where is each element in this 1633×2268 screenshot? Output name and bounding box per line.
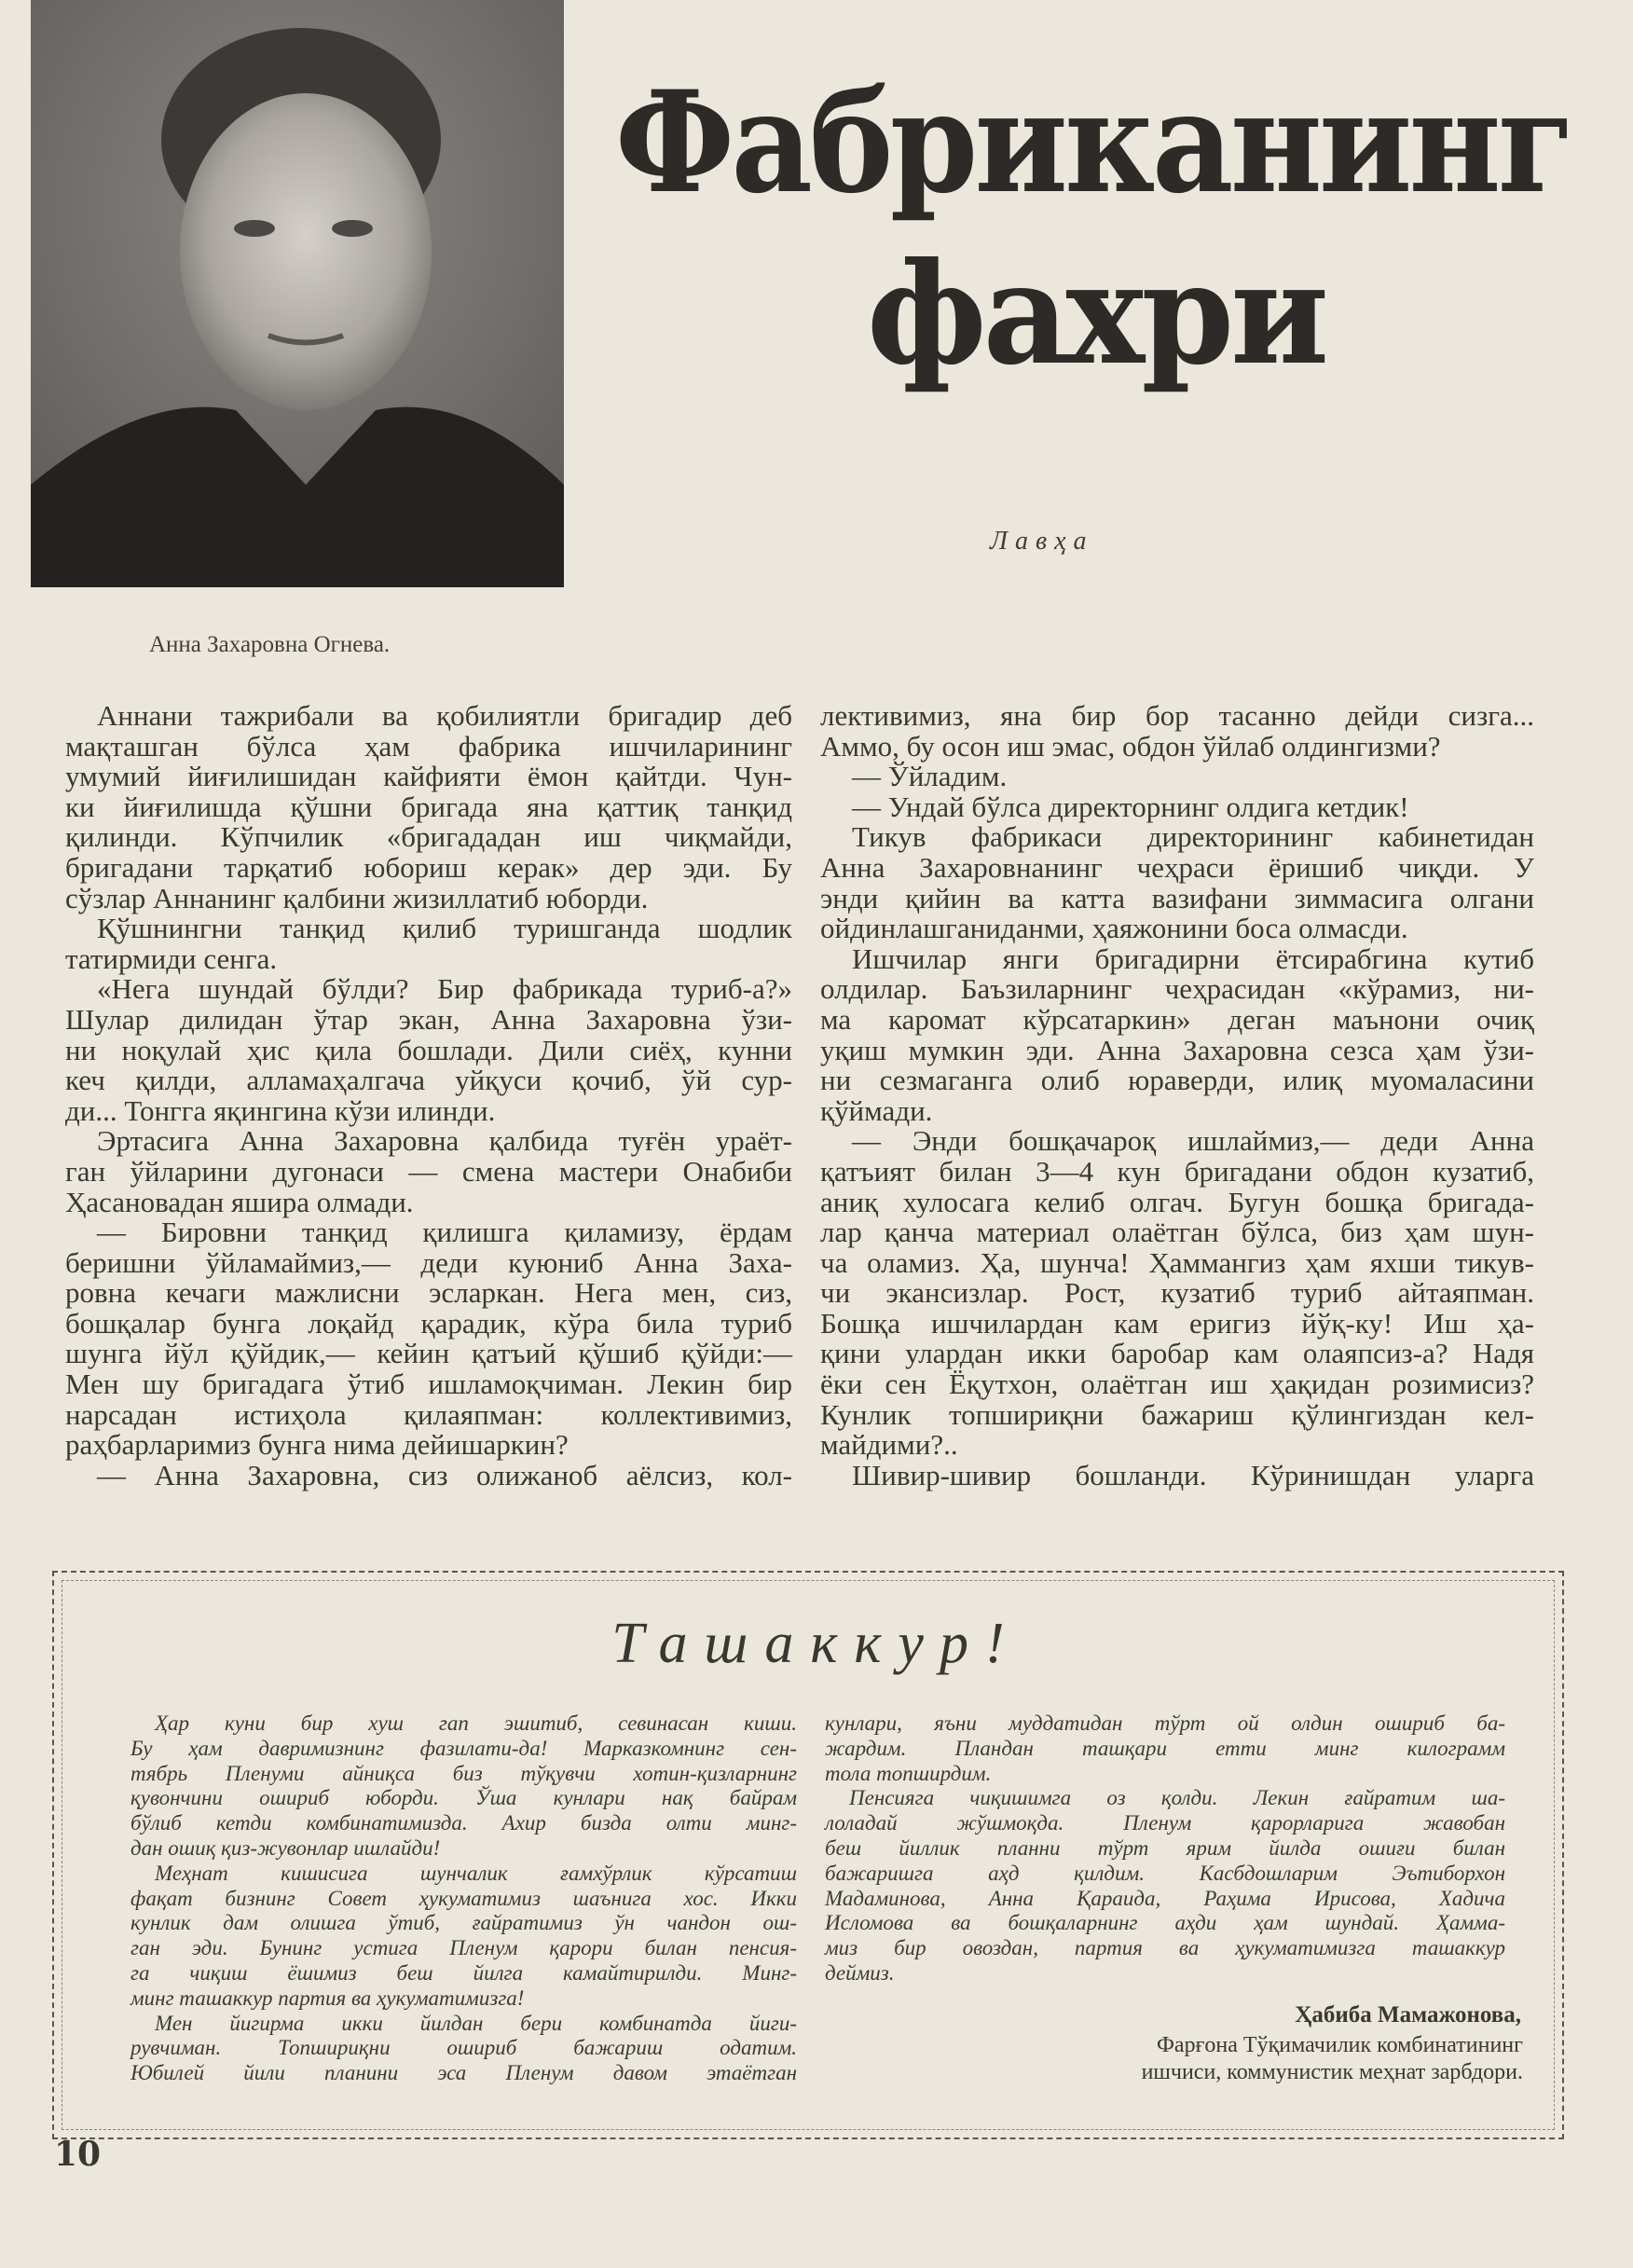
- paragraph: [820, 944, 1534, 1127]
- text-line: қини улардан икки баробар кам олаяпсиз-а? Надя: [820, 1337, 1534, 1370]
- text-line: Кунлик топшириқни бажариш қўлингиздан кел-: [820, 1397, 1534, 1431]
- text-line: лар қанча материал олаётган бўлса, биз ҳам шун-: [820, 1216, 1534, 1249]
- text-line: Эртасига Анна Захаровна қалбида туғён ураёт-: [97, 1124, 792, 1158]
- text-line: Ишчилар янги бригадирни ётсирабгина кутиб: [852, 942, 1534, 975]
- sidebar-left-column: [130, 1711, 797, 2086]
- paragraph: [65, 1458, 792, 1491]
- text-line: лективимиз, яна бир бор тасанно дейди сизга...: [820, 699, 1534, 732]
- text-line: деймиз.: [825, 1960, 895, 1985]
- paragraph: [820, 701, 1534, 762]
- text-line: олдилар. Баъзиларнинг чеҳрасидан «кўрамиз, ни-: [820, 972, 1534, 1006]
- paragraph: [130, 1862, 797, 2012]
- sidebar-right-column: [825, 1711, 1505, 1986]
- text-line: — Энди бошқачароқ ишлаймиз,— деди Анна: [852, 1124, 1534, 1158]
- text-line: ки йиғилишда қўшни бригада яна қаттиқ танқид: [65, 790, 792, 823]
- text-line: Мадаминова, Анна Қараида, Раҳима Ирисова, Хадича: [825, 1886, 1505, 1910]
- text-line: беришни ўйламаймиз,— деди куюниб Анна Заха-: [65, 1245, 792, 1279]
- text-line: умумий йиғилишидан кайфияти ёмон қайтди. Чун-: [65, 760, 792, 793]
- text-line: тябрь Пленуми айниқса биз тўқувчи хотин-қизларнинг: [130, 1761, 797, 1785]
- text-line: Шулар дилидан ўтар экан, Анна Захаровна ўзи-: [65, 1002, 792, 1036]
- text-line: Тикув фабрикаси директорининг кабинетидан: [852, 820, 1534, 854]
- text-line: бўлиб кетди комбинатимизда. Ахир бизда олти минг-: [130, 1811, 797, 1835]
- text-line: шунга йўл қўйдик,— кейин қатъий қўшиб қўйди:—: [65, 1337, 792, 1370]
- text-line: энди қийин ва катта вазифани зиммасига олгани: [820, 881, 1534, 914]
- text-line: лоладай жўшмоқда. Пленум қарорларига жавобан: [825, 1811, 1505, 1835]
- paragraph: [130, 1711, 797, 1862]
- text-line: мақташган бўлса ҳам фабрика ишчиларининг: [65, 729, 792, 763]
- text-line: қатъият билан 3—4 кун бригадани обдон кузатиб,: [820, 1154, 1534, 1188]
- paragraph: [65, 974, 792, 1126]
- text-line: майдими?..: [820, 1428, 958, 1462]
- text-line: ган эди. Бунинг устига Пленум қарори билан пенсия-: [130, 1936, 797, 1960]
- text-line: чи экансизлар. Рост, кузатиб туриб айтаяпман.: [820, 1276, 1534, 1310]
- text-line: Юбилей йили планини эса Пленум давом этаётган: [130, 2061, 797, 2085]
- text-line: ча оламиз. Ҳа, шунча! Ҳаммангиз ҳам яхши тикув-: [820, 1245, 1534, 1279]
- text-line: жардим. Пландан ташқари етти минг килограмм: [825, 1736, 1505, 1760]
- paragraph: [820, 1126, 1534, 1461]
- paragraph: [65, 1217, 792, 1461]
- article-title-line2: фахри: [867, 232, 1326, 396]
- text-line: — Ундай бўлса директорнинг олдига кетдик!: [852, 790, 1409, 823]
- text-line: татирмиди сенга.: [65, 942, 278, 975]
- text-line: беш йиллик планни тўрт ярим йилда ошиғи билан: [825, 1835, 1505, 1860]
- signature-role-line1: Фарғона Тўқимачилик комбинатининг: [1156, 2033, 1523, 2057]
- portrait-image: [31, 0, 564, 587]
- article-genre: Лавҳа: [990, 527, 1094, 556]
- text-line: Мен йигирма икки йилдан бери комбинатда йиги-: [155, 2011, 797, 2035]
- text-line: кеч қилди, алламаҳалгача уйқуси қочиб, ўй сур-: [65, 1064, 792, 1097]
- text-line: Аммо, бу осон иш эмас, обдон ўйлаб олдингизми?: [820, 729, 1441, 763]
- paragraph: [820, 1458, 1534, 1491]
- text-line: «Нега шундай бўлди? Бир фабрикада туриб-а?»: [97, 972, 792, 1006]
- text-line: — Бировни танқид қилишга қиламизу, ёрдам: [97, 1216, 792, 1249]
- text-line: тола топширдим.: [825, 1761, 992, 1785]
- paragraph: [130, 2012, 797, 2086]
- text-line: кунлик дам олишга ўтиб, ғайратимиз ўн чандон ош-: [130, 1911, 797, 1935]
- text-line: — Анна Захаровна, сиз олижаноб аёлсиз, кол-: [97, 1458, 792, 1491]
- signature-name: Ҳабиба Мамажонова,: [1295, 2002, 1521, 2027]
- paragraph: [820, 762, 1534, 792]
- text-line: рувчиман. Топшириқни ошириб бажариш одатим.: [130, 2036, 797, 2060]
- article-left-column: [65, 701, 792, 1491]
- text-line: бошқалар бунга лоқайд қарадик, кўра била туриб: [65, 1306, 792, 1340]
- text-line: — Ўйладим.: [852, 760, 1008, 793]
- signature-role: [1142, 2032, 1523, 2086]
- text-line: га чиқиш ёшимиз беш йилга камайтирилди. Минг-: [130, 1960, 797, 1985]
- paragraph: [820, 792, 1534, 823]
- text-line: кунлари, яъни муддатидан тўрт ой олдин ошириб ба-: [825, 1711, 1505, 1735]
- paragraph: [65, 701, 792, 914]
- text-line: сўзлар Аннанинг қалбини жизиллатиб юборди.: [65, 881, 649, 914]
- text-line: Шивир-шивир бошланди. Кўринишдан уларга: [852, 1458, 1534, 1491]
- text-line: Меҳнат кишисига шунчалик ғамхўрлик кўрсатиш: [155, 1861, 797, 1885]
- text-line: Ҳар куни бир хуш гап эшитиб, севинасан киши.: [155, 1711, 797, 1735]
- text-line: ни сезмаганга олиб юраверди, илиқ муомаласини: [820, 1064, 1534, 1097]
- text-line: дан ошиқ қиз-жувонлар ишлайди!: [130, 1835, 441, 1860]
- text-line: бригадани тарқатиб юбориш керак» дер эди. Бу: [65, 850, 792, 884]
- text-line: Бу ҳам давримизнинг фазилати-да! Марказкомнинг сен-: [130, 1736, 797, 1760]
- page-number: 10: [54, 2135, 102, 2174]
- text-line: Пенсияга чиқишимга оз қолди. Лекин ғайратим ша-: [849, 1786, 1505, 1810]
- paragraph: [65, 914, 792, 974]
- text-line: ойдинлашганиданми, ҳаяжонини боса олмасди.: [820, 912, 1408, 945]
- text-line: Аннани тажрибали ва қобилиятли бригадир деб: [97, 699, 792, 732]
- text-line: Исломова ва бошқаларнинг аҳди ҳам шундай. Ҳамма-: [825, 1911, 1505, 1935]
- paragraph: [65, 1126, 792, 1217]
- text-line: Ҳасановадан яшира олмади.: [65, 1185, 414, 1218]
- paragraph: [825, 1711, 1505, 1786]
- article-title-line1: Фабриканинг: [615, 61, 1571, 225]
- sidebar-box-title: Ташаккур!: [611, 1612, 1022, 1675]
- portrait-photo: [31, 0, 564, 587]
- text-line: Мен шу бригадага ўтиб ишламоқчиман. Лекин бир: [65, 1368, 792, 1401]
- text-line: ровна кечаги мажлисни эсларкан. Нега мен, сиз,: [65, 1276, 792, 1310]
- article-right-column: [820, 701, 1534, 1491]
- text-line: аниқ хулосага келиб олгач. Бугун бошқа бригада-: [820, 1185, 1534, 1218]
- photo-caption: Анна Захаровна Огнева.: [149, 632, 391, 657]
- text-line: минг ташаккур партия ва ҳукуматимизга!: [130, 1986, 525, 2010]
- paragraph: [825, 1786, 1505, 1986]
- text-line: ни ноқулай ҳис қила бошлади. Дили сиёҳ, кунни: [65, 1033, 792, 1066]
- text-line: ди... Тонгга яқингина кўзи илинди.: [65, 1093, 496, 1127]
- text-line: қўймади.: [820, 1093, 933, 1127]
- text-line: Анна Захаровнанинг чеҳраси ёришиб чиқди. У: [820, 850, 1534, 884]
- paragraph: [820, 822, 1534, 943]
- signature-role-line2: ишчиси, коммунистик меҳнат зарбдори.: [1141, 2060, 1523, 2084]
- text-line: нарсадан истиҳола қилаяпман: коллективимиз,: [65, 1397, 792, 1431]
- text-line: уқиш мумкин эди. Анна Захаровна сезса ҳам ўзи-: [820, 1033, 1534, 1066]
- text-line: қувончини ошириб юборди. Ўша кунлари нақ байрам: [130, 1786, 797, 1810]
- text-line: Қўшнингни танқид қилиб туришганда шодлик: [97, 912, 792, 945]
- text-line: ёки сен Ёқутхон, олаётган иш ҳақидан розимисиз?: [820, 1368, 1534, 1401]
- text-line: Бошқа ишчилардан кам еригиз йўқ-ку! Иш ҳа-: [820, 1306, 1534, 1340]
- text-line: ма каромат кўрсатаркин» деган маънони очиқ: [820, 1002, 1534, 1036]
- text-line: раҳбарларимиз бунга нима дейишаркин?: [65, 1428, 569, 1462]
- text-line: фақат бизнинг Совет ҳукуматимиз шаънига хос. Икки: [130, 1886, 797, 1910]
- text-line: ган ўйларини дугонаси — смена мастери Онабиби: [65, 1154, 792, 1188]
- text-line: бажаришга аҳд қилдим. Касбдошларим Эътиборхон: [825, 1861, 1505, 1885]
- text-line: миз бир овоздан, партия ва ҳукуматимизга ташаккур: [825, 1936, 1505, 1960]
- text-line: қилинди. Кўпчилик «бригададан иш чиқмайди,: [65, 820, 792, 854]
